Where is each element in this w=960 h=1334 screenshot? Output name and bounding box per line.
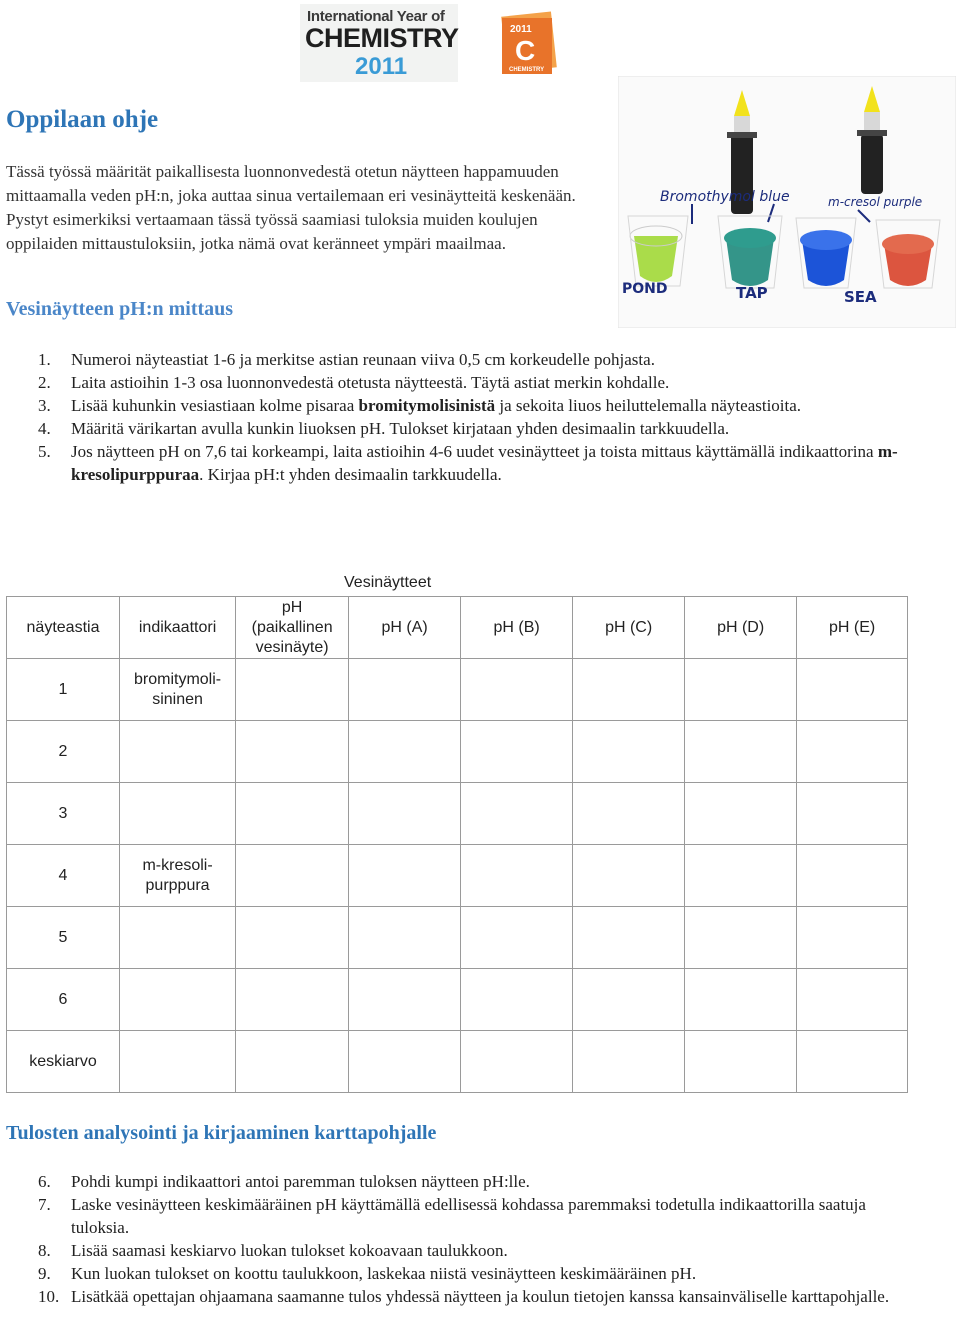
analysis-steps <box>0 1170 900 1308</box>
step-number: 2. <box>38 373 51 392</box>
step-item <box>0 394 900 417</box>
step-item <box>0 1193 900 1239</box>
ph-cell[interactable] <box>573 907 685 969</box>
vessel-cell: 4 <box>7 845 120 907</box>
logo-wordmark <box>300 4 458 82</box>
step-number: 1. <box>38 350 51 369</box>
vessel-cell: 1 <box>7 659 120 721</box>
step-text: Laita astioihin 1-3 osa luonnonvedestä otetusta näytteestä. Täytä astiat merkin kohdalle. <box>71 373 670 392</box>
step-item <box>0 1170 900 1193</box>
step-number: 6. <box>38 1172 51 1191</box>
ph-cell[interactable] <box>236 659 349 721</box>
table-caption: Vesinäytteet <box>344 574 432 591</box>
step-item <box>0 417 900 440</box>
iyc-2011-logo <box>300 4 600 84</box>
page-title: Oppilaan ohje <box>6 106 159 133</box>
step-text: Kun luokan tulokset on koottu taulukkoon, laskekaa niistä vesinäytteen keskimääräinen pH. <box>71 1264 697 1283</box>
ph-cell[interactable] <box>685 659 797 721</box>
header-cell: indikaattori <box>120 597 236 659</box>
ph-cell[interactable] <box>236 783 349 845</box>
indicator-cell: m-kresoli-purppura <box>120 845 236 907</box>
vessel-cell: 2 <box>7 721 120 783</box>
step-text: Numeroi näyteastiat 1-6 ja merkitse astian reunaan viiva 0,5 cm korkeudelle pohjasta. <box>71 350 655 369</box>
svg-text:C: C <box>515 35 536 66</box>
step-text-bold: m-kresolipurppuraa <box>71 442 898 484</box>
label-m-cresol: m-cresol purple <box>828 195 923 209</box>
table-row <box>7 721 908 783</box>
step-number: 9. <box>38 1264 51 1283</box>
ph-cell[interactable] <box>461 783 573 845</box>
label-tap: TAP <box>736 284 768 302</box>
step-text-post: ja sekoita liuos heiluttelemalla näyteastioita. <box>495 396 802 415</box>
table-row <box>7 659 908 721</box>
table-row <box>7 969 908 1031</box>
ph-cell[interactable] <box>797 845 908 907</box>
step-item <box>0 1262 900 1285</box>
ph-cell[interactable] <box>797 721 908 783</box>
section-heading-measurement: Vesinäytteen pH:n mittaus <box>6 298 234 320</box>
step-item <box>0 1285 900 1308</box>
label-sea: SEA <box>844 288 877 306</box>
step-text: Laske vesinäytteen keskimääräinen pH käyttämällä edellisessä kohdassa paremmaksi todetulla indikaattorilla saatuja tuloksia. <box>71 1195 866 1237</box>
step-number: 10. <box>38 1287 60 1306</box>
ph-cell[interactable] <box>461 969 573 1031</box>
ph-cell[interactable] <box>236 721 349 783</box>
ph-cell[interactable] <box>349 721 461 783</box>
ph-cell[interactable] <box>236 845 349 907</box>
step-item <box>0 440 900 486</box>
step-text: Määritä värikartan avulla kunkin liuoksen pH. Tulokset kirjataan yhden desimaalin tarkkuudella. <box>71 419 730 438</box>
header-cell: pH (B) <box>461 597 573 659</box>
measurement-steps <box>0 348 900 486</box>
indicator-cell <box>120 721 236 783</box>
ph-cell[interactable] <box>685 783 797 845</box>
ph-cell[interactable] <box>236 1031 349 1093</box>
header-cell: pH (D) <box>685 597 797 659</box>
ph-cell[interactable] <box>461 907 573 969</box>
ph-cell[interactable] <box>461 845 573 907</box>
ph-cell[interactable] <box>797 907 908 969</box>
step-text-bold: bromitymolisinistä <box>358 396 496 415</box>
table-row <box>7 907 908 969</box>
ph-cell[interactable] <box>797 783 908 845</box>
ph-cell[interactable] <box>461 721 573 783</box>
step-number: 8. <box>38 1241 51 1260</box>
header-cell: pH (paikallinen vesinäyte) <box>236 597 349 659</box>
header-cell: pH (C) <box>573 597 685 659</box>
indicator-cell <box>120 969 236 1031</box>
ph-cell[interactable] <box>685 969 797 1031</box>
table-row <box>7 783 908 845</box>
ph-cell[interactable] <box>349 1031 461 1093</box>
ph-cell[interactable] <box>573 783 685 845</box>
step-number: 7. <box>38 1195 51 1214</box>
step-number: 4. <box>38 419 51 438</box>
ph-cell[interactable] <box>349 783 461 845</box>
ph-cell[interactable] <box>349 907 461 969</box>
svg-text:2011: 2011 <box>510 24 532 35</box>
ph-cell[interactable] <box>573 659 685 721</box>
ph-cell[interactable] <box>573 845 685 907</box>
header-cell: pH (E) <box>797 597 908 659</box>
logo-line-3: 2011 <box>355 53 408 80</box>
logo-line-1: International Year of <box>307 8 445 25</box>
svg-text:CHEMISTRY: CHEMISTRY <box>509 67 545 73</box>
ph-cell[interactable] <box>573 969 685 1031</box>
step-item <box>0 371 900 394</box>
table-row <box>7 845 908 907</box>
section-heading-analysis: Tulosten analysointi ja kirjaaminen karttapohjalle <box>6 1122 437 1144</box>
step-number: 3. <box>38 396 51 415</box>
step-text-pre: Jos näytteen pH on 7,6 tai korkeampi, laita astioihin 4-6 uudet vesinäytteet ja toista mittaus käyttämällä indikaattorina <box>71 442 878 461</box>
logo-line-2: CHEMISTRY <box>305 23 459 53</box>
step-text: Lisätkää opettajan ohjaamana saamanne tulos yhdessä näytteen ja koulun tietojen kanssa kansainväliselle karttapohjalle. <box>71 1287 890 1306</box>
ph-cell[interactable] <box>685 1031 797 1093</box>
step-text-post: . Kirjaa pH:t yhden desimaalin tarkkuudella. <box>199 465 502 484</box>
ph-cell[interactable] <box>797 659 908 721</box>
ph-cell[interactable] <box>685 721 797 783</box>
vessel-cell: 5 <box>7 907 120 969</box>
ph-cell[interactable] <box>236 969 349 1031</box>
ph-cell[interactable] <box>573 721 685 783</box>
indicator-photo <box>618 76 956 328</box>
intro-paragraph: Tässä työssä määrität paikallisesta luonnonvedestä otetun näytteen happamuuden mittaamalla veden pH:n, joka auttaa sinua vertailemaan eri vesinäytteitä keskenään. Pystyt esimerkiksi vertaamaan tässä työssä saamiasi tuloksia muiden koulujen oppilaiden mittaustuloksiin, jotka nämä ovat keränneet ympäri maailmaa. <box>6 162 576 253</box>
label-pond: POND <box>622 281 668 297</box>
ph-cell[interactable] <box>797 1031 908 1093</box>
vessel-cell: keskiarvo <box>7 1031 120 1093</box>
indicator-cell <box>120 783 236 845</box>
ph-cell[interactable] <box>573 1031 685 1093</box>
results-table <box>6 596 908 1093</box>
label-bromothymol: Bromothymol blue <box>660 189 790 205</box>
ph-cell[interactable] <box>685 845 797 907</box>
step-item <box>0 1239 900 1262</box>
chemistry-badge-icon <box>500 10 560 76</box>
step-item <box>0 348 900 371</box>
ph-cell[interactable] <box>236 907 349 969</box>
ph-cell[interactable] <box>797 969 908 1031</box>
ph-cell[interactable] <box>461 1031 573 1093</box>
ph-cell[interactable] <box>685 907 797 969</box>
step-number: 5. <box>38 442 51 461</box>
ph-cell[interactable] <box>349 659 461 721</box>
indicator-cell <box>120 1031 236 1093</box>
vessel-cell: 3 <box>7 783 120 845</box>
table-header-row <box>7 597 908 659</box>
table-row <box>7 1031 908 1093</box>
ph-cell[interactable] <box>349 969 461 1031</box>
step-text: Pohdi kumpi indikaattori antoi paremman tuloksen näytteen pH:lle. <box>71 1172 530 1191</box>
ph-cell[interactable] <box>349 845 461 907</box>
step-text-pre: Lisää kuhunkin vesiastiaan kolme pisaraa <box>71 396 359 415</box>
vessel-cell: 6 <box>7 969 120 1031</box>
step-text: Lisää saamasi keskiarvo luokan tulokset kokoavaan taulukkoon. <box>71 1241 508 1260</box>
header-cell: pH (A) <box>349 597 461 659</box>
header-cell: näyteastia <box>7 597 120 659</box>
indicator-cell: bromitymoli-sininen <box>120 659 236 721</box>
ph-cell[interactable] <box>461 659 573 721</box>
indicator-cell <box>120 907 236 969</box>
